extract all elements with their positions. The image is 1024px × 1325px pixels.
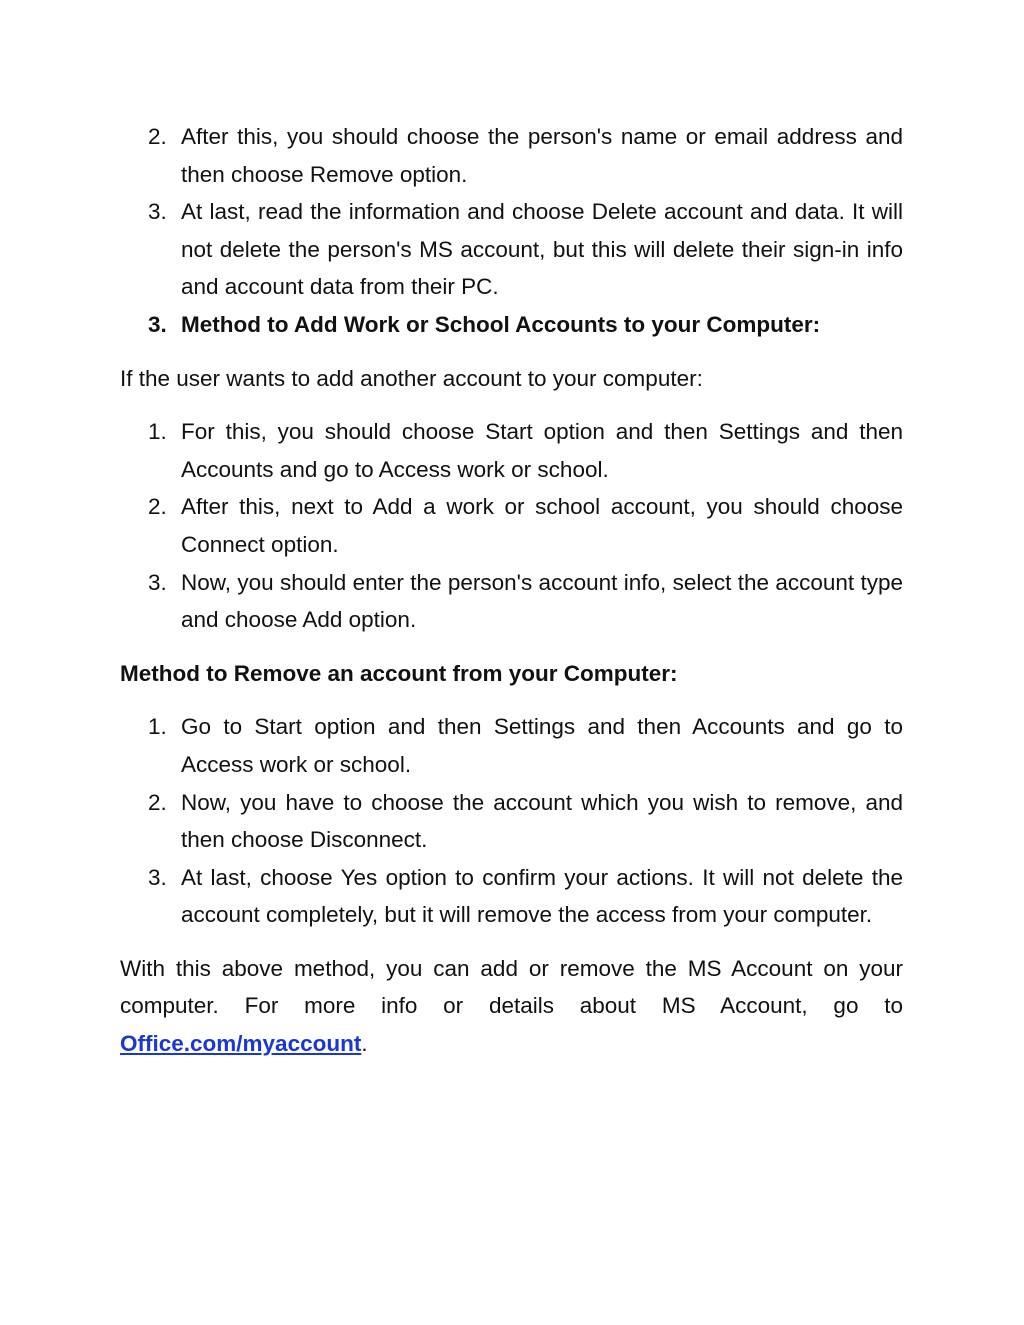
list-item: [120, 413, 903, 488]
intro-paragraph: If the user wants to add another account to your computer:: [120, 365, 703, 391]
list-number: 3.: [148, 199, 167, 225]
list-item-text: After this, you should choose the person's name or email address and then choose Remove option.: [181, 124, 903, 187]
list-item: [120, 488, 903, 563]
list-number: 3.: [148, 569, 167, 595]
list-item-text: After this, next to Add a work or school account, you should choose Connect option.: [181, 494, 903, 557]
list-item-text: Go to Start option and then Settings and then Accounts and go to Access work or school.: [181, 714, 903, 777]
section-heading-add-accounts: [120, 306, 903, 344]
list-number: 2.: [148, 124, 167, 149]
list-item: [120, 859, 903, 934]
list-number: 1.: [148, 419, 167, 445]
list-item: [120, 118, 903, 193]
list-number: 3.: [148, 864, 167, 890]
office-myaccount-link[interactable]: Office.com/myaccount: [120, 1031, 362, 1057]
list-number: 2.: [148, 494, 167, 520]
list-item: [120, 564, 903, 639]
document-page: [120, 118, 903, 1063]
list-number: 1.: [148, 714, 167, 740]
list-item: [120, 784, 903, 859]
list-item-text: Now, you have to choose the account which you wish to remove, and then choose Disconnect.: [181, 789, 903, 853]
list-item: [120, 193, 903, 306]
list-item-text: At last, read the information and choose Delete account and data. It will not delete the person's MS account, but this will delete their sign-in info and account data from their PC.: [181, 199, 903, 300]
list-item: [120, 708, 903, 783]
section-heading-remove-account: Method to Remove an account from your Computer:: [120, 660, 678, 686]
closing-period: .: [361, 1031, 368, 1057]
list-number: 2.: [148, 789, 167, 815]
list-number: 3.: [148, 311, 167, 337]
list-item-text: For this, you should choose Start option and then Settings and then Accounts and go to Access work or school.: [181, 419, 903, 482]
list-item-text: Now, you should enter the person's account info, select the account type and choose Add option.: [181, 569, 903, 633]
closing-paragraph: [120, 950, 903, 1063]
list-item-text: At last, choose Yes option to confirm your actions. It will not delete the account completely, but it will remove the access from your computer.: [181, 864, 903, 928]
heading-text: Method to Add Work or School Accounts to your Computer:: [181, 311, 821, 337]
closing-text: With this above method, you can add or remove the MS Account on your computer. For more info or details about MS Account, go to: [120, 955, 903, 1019]
